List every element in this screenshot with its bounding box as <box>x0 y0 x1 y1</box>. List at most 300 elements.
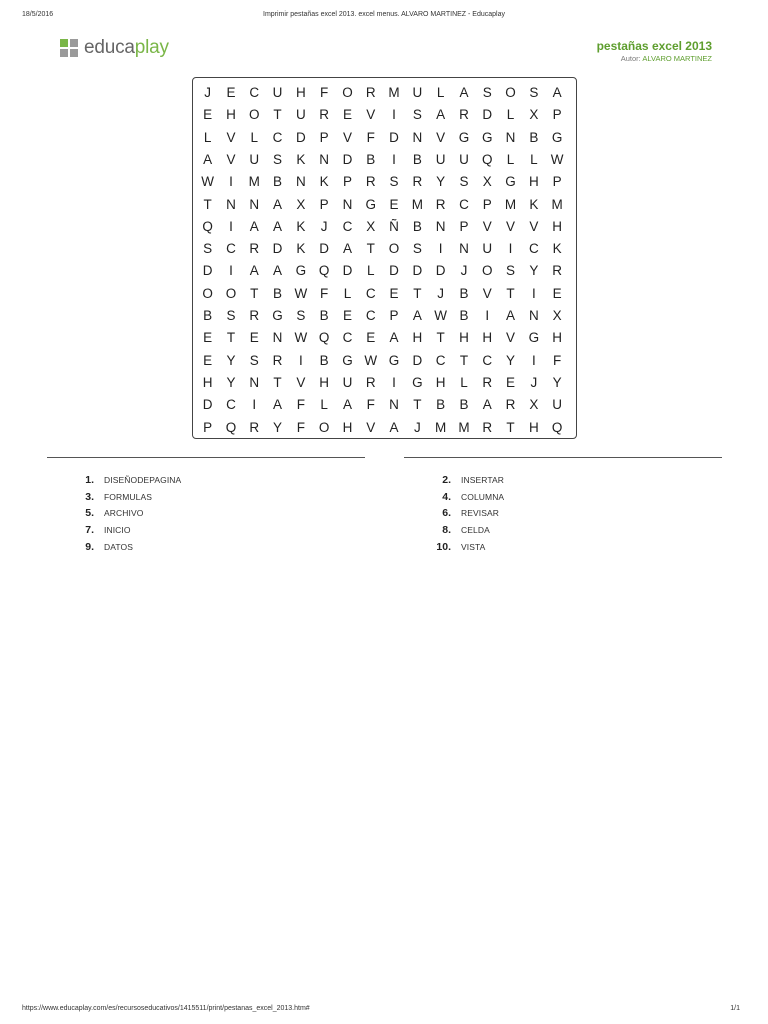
grid-cell[interactable]: G <box>365 196 376 212</box>
grid-cell[interactable]: B <box>273 285 283 301</box>
grid-cell[interactable]: I <box>531 352 536 368</box>
grid-cell[interactable]: H <box>202 374 213 390</box>
grid-cell[interactable]: A <box>273 218 283 234</box>
word-list-item <box>425 507 499 523</box>
word-list-item <box>425 541 485 557</box>
divider-left <box>47 457 365 458</box>
grid-cell[interactable]: N <box>459 241 469 257</box>
grid-cell[interactable]: H <box>482 330 493 346</box>
grid-cell[interactable]: K <box>296 241 306 257</box>
grid-cell[interactable]: L <box>320 397 328 413</box>
grid-cell[interactable]: C <box>435 352 446 368</box>
grid-cell[interactable]: D <box>202 397 213 413</box>
activity-title: pestañas excel 2013 <box>596 39 712 53</box>
grid-cell[interactable]: V <box>226 129 236 145</box>
grid-cell[interactable]: R <box>249 241 260 257</box>
grid-cell[interactable]: A <box>436 107 446 123</box>
grid-cell[interactable]: P <box>552 174 562 190</box>
grid-cell[interactable]: T <box>413 397 422 413</box>
grid-cell[interactable]: M <box>458 419 470 435</box>
grid-cell[interactable]: B <box>412 151 422 167</box>
grid-cell[interactable]: F <box>320 285 329 301</box>
grid-cell[interactable]: S <box>203 241 213 257</box>
grid-cell[interactable]: Q <box>481 151 493 167</box>
grid-cell[interactable]: O <box>318 419 330 435</box>
grid-cell[interactable]: E <box>552 285 562 301</box>
grid-cell[interactable]: N <box>505 129 516 145</box>
word-number: 10. <box>436 540 451 553</box>
word-list-item <box>68 524 131 540</box>
grid-cell[interactable]: I <box>252 397 257 413</box>
grid-cell[interactable]: J <box>320 218 328 234</box>
grid-cell[interactable]: Q <box>225 419 237 435</box>
grid-cell[interactable]: E <box>342 308 352 323</box>
grid-cell[interactable]: B <box>436 397 446 413</box>
grid-cell[interactable]: A <box>389 419 399 435</box>
grid-row <box>193 216 576 238</box>
grid-cell[interactable]: A <box>249 263 259 279</box>
grid-cell[interactable]: U <box>482 241 493 257</box>
grid-cell[interactable]: O <box>342 85 353 100</box>
grid-cell[interactable]: G <box>272 308 283 323</box>
grid-cell[interactable]: Y <box>506 352 516 368</box>
grid-cell[interactable]: D <box>342 151 353 167</box>
grid-cell[interactable]: D <box>295 129 306 145</box>
print-header-date: 18/5/2016 <box>22 11 54 18</box>
grid-cell[interactable]: R <box>249 308 260 323</box>
grid-cell[interactable]: U <box>272 85 283 100</box>
grid-cell[interactable]: T <box>203 196 212 212</box>
grid-cell[interactable]: O <box>202 285 213 301</box>
grid-cell[interactable]: I <box>531 285 536 301</box>
grid-cell[interactable]: K <box>296 218 306 234</box>
grid-cell[interactable]: D <box>389 129 399 145</box>
grid-cell[interactable]: K <box>552 241 562 257</box>
grid-cell[interactable]: M <box>504 196 517 212</box>
grid-cell[interactable]: M <box>551 196 563 212</box>
grid-cell[interactable]: T <box>273 107 282 123</box>
grid-cell[interactable]: X <box>529 397 539 413</box>
grid-cell[interactable]: P <box>389 308 399 323</box>
grid-cell[interactable]: X <box>552 308 562 323</box>
grid-cell[interactable]: W <box>550 151 564 167</box>
word-list-item <box>425 474 504 490</box>
grid-cell[interactable]: C <box>342 218 353 234</box>
grid-cell[interactable]: B <box>273 174 283 190</box>
grid-cell[interactable]: L <box>343 285 352 301</box>
word-number: 9. <box>85 540 94 553</box>
grid-cell[interactable]: E <box>342 107 352 123</box>
grid-cell[interactable]: B <box>203 308 213 323</box>
grid-cell[interactable]: L <box>460 374 468 390</box>
grid-cell[interactable]: S <box>412 241 422 257</box>
word-text: INICIO <box>104 525 131 536</box>
grid-cell[interactable]: G <box>528 330 540 346</box>
grid-cell[interactable]: U <box>342 374 353 390</box>
grid-cell[interactable]: H <box>528 419 539 435</box>
word-text: INSERTAR <box>461 475 504 485</box>
grid-cell[interactable]: N <box>412 129 423 145</box>
grid-cell[interactable]: V <box>529 218 539 234</box>
grid-cell[interactable]: S <box>273 151 283 167</box>
grid-cell[interactable]: H <box>552 218 563 234</box>
grid-cell[interactable]: C <box>365 308 376 323</box>
grid-cell[interactable]: F <box>296 419 305 435</box>
grid-cell[interactable]: R <box>459 107 469 123</box>
grid-cell[interactable]: V <box>436 129 446 145</box>
grid-cell[interactable]: O <box>505 85 516 100</box>
grid-cell[interactable]: X <box>529 107 539 123</box>
grid-cell[interactable]: P <box>342 174 352 190</box>
grid-row <box>193 260 576 282</box>
grid-cell[interactable]: H <box>319 374 330 390</box>
grid-cell[interactable]: Q <box>318 263 330 279</box>
grid-cell[interactable]: C <box>482 352 493 368</box>
grid-row <box>193 194 576 216</box>
grid-cell[interactable]: F <box>320 85 329 100</box>
word-number: 5. <box>85 507 94 520</box>
grid-cell[interactable]: I <box>485 308 490 323</box>
grid-cell[interactable]: R <box>435 196 446 212</box>
grid-cell[interactable]: E <box>366 330 376 346</box>
grid-cell[interactable]: E <box>389 285 399 301</box>
grid-cell[interactable]: P <box>482 196 492 212</box>
grid-cell[interactable]: E <box>226 85 236 100</box>
grid-row <box>193 149 576 171</box>
grid-cell[interactable]: C <box>272 129 283 145</box>
grid-cell[interactable]: N <box>342 196 353 212</box>
grid-cell[interactable]: I <box>392 151 396 167</box>
grid-cell[interactable]: B <box>412 218 422 234</box>
word-text: VISTA <box>461 541 486 552</box>
print-footer-page: 1/1 <box>730 1005 740 1012</box>
grid-cell[interactable]: C <box>342 330 353 346</box>
grid-cell[interactable]: N <box>272 330 283 346</box>
grid-cell[interactable]: N <box>435 218 446 234</box>
grid-row <box>193 372 576 394</box>
grid-cell[interactable]: U <box>552 397 563 413</box>
grid-cell[interactable]: K <box>296 151 306 167</box>
grid-cell[interactable]: L <box>203 129 212 145</box>
grid-cell[interactable]: U <box>295 107 306 123</box>
print-header-title: Imprimir pestañas excel 2013. excel menus. ALVARO MARTINEZ - Educaplay <box>263 11 505 18</box>
grid-cell[interactable]: E <box>203 107 213 123</box>
logo-text-main: educa <box>84 37 135 58</box>
grid-cell[interactable]: E <box>203 352 213 368</box>
grid-cell[interactable]: A <box>552 85 562 100</box>
grid-cell[interactable]: J <box>413 419 421 435</box>
grid-cell[interactable]: H <box>226 107 236 123</box>
grid-cell[interactable]: S <box>482 85 492 100</box>
logo-text-accent: play <box>134 37 169 58</box>
word-search-grid <box>192 77 577 439</box>
grid-cell[interactable]: M <box>435 419 447 435</box>
grid-cell[interactable]: V <box>342 129 352 145</box>
grid-cell[interactable]: U <box>435 151 446 167</box>
grid-cell[interactable]: Ñ <box>389 218 399 234</box>
grid-cell[interactable]: U <box>412 85 423 100</box>
grid-cell[interactable]: O <box>225 285 237 301</box>
grid-cell[interactable]: N <box>389 397 399 413</box>
grid-cell[interactable]: R <box>365 174 376 190</box>
grid-cell[interactable]: R <box>552 263 563 279</box>
grid-cell[interactable]: S <box>249 352 259 368</box>
grid-cell[interactable]: B <box>366 151 376 167</box>
word-number: 7. <box>85 524 94 537</box>
grid-cell[interactable]: V <box>506 218 516 234</box>
grid-cell[interactable]: C <box>226 397 236 413</box>
grid-cell[interactable]: V <box>506 330 516 346</box>
grid-cell[interactable]: L <box>366 263 375 279</box>
grid-cell[interactable]: H <box>295 85 306 100</box>
grid-cell[interactable]: S <box>459 174 469 190</box>
grid-cell[interactable]: W <box>294 330 308 346</box>
grid-cell[interactable]: I <box>392 107 396 123</box>
grid-cell[interactable]: G <box>458 129 470 145</box>
grid-cell[interactable]: E <box>506 374 516 390</box>
grid-cell[interactable]: V <box>482 285 492 301</box>
grid-cell[interactable]: X <box>296 196 306 212</box>
grid-cell[interactable]: I <box>438 241 443 257</box>
grid-cell[interactable]: M <box>388 85 400 100</box>
grid-cell[interactable]: G <box>505 174 516 190</box>
grid-cell[interactable]: I <box>229 263 233 279</box>
grid-cell[interactable]: K <box>529 196 539 212</box>
grid-cell[interactable]: U <box>249 151 260 167</box>
grid-row <box>193 283 576 305</box>
grid-cell[interactable]: G <box>481 129 493 145</box>
grid-cell[interactable]: Q <box>202 218 213 234</box>
grid-cell[interactable]: D <box>482 107 493 123</box>
grid-cell[interactable]: S <box>226 308 236 323</box>
grid-cell[interactable]: D <box>342 263 353 279</box>
grid-cell[interactable]: D <box>435 263 446 279</box>
grid-cell[interactable]: P <box>319 196 329 212</box>
grid-cell[interactable]: I <box>229 174 233 190</box>
grid-cell[interactable]: S <box>529 85 539 100</box>
grid-cell[interactable]: L <box>436 85 445 100</box>
grid-cell[interactable]: G <box>388 352 400 368</box>
grid-cell[interactable]: D <box>412 263 423 279</box>
grid-cell[interactable]: V <box>482 218 492 234</box>
grid-cell[interactable]: A <box>203 151 213 167</box>
grid-cell[interactable]: Y <box>529 263 539 279</box>
grid-cell[interactable]: F <box>553 352 562 368</box>
grid-cell[interactable]: P <box>319 129 329 145</box>
grid-cell[interactable]: S <box>412 107 422 123</box>
grid-cell[interactable]: D <box>319 241 330 257</box>
grid-cell[interactable]: B <box>319 308 329 323</box>
word-number: 3. <box>85 490 94 503</box>
grid-cell[interactable]: N <box>249 374 260 390</box>
grid-cell[interactable]: J <box>460 263 468 279</box>
grid-cell[interactable]: D <box>202 263 213 279</box>
grid-cell[interactable]: N <box>249 196 260 212</box>
grid-cell[interactable]: K <box>319 174 329 190</box>
grid-cell[interactable]: S <box>506 263 516 279</box>
word-text: DATOS <box>104 541 133 552</box>
educaplay-logo[interactable] <box>60 37 169 59</box>
grid-cell[interactable]: B <box>459 285 469 301</box>
grid-cell[interactable]: F <box>296 397 305 413</box>
grid-cell[interactable]: T <box>459 352 469 368</box>
grid-cell[interactable]: A <box>249 218 259 234</box>
grid-cell[interactable]: R <box>365 85 376 100</box>
grid-cell[interactable]: B <box>529 129 539 145</box>
grid-cell[interactable]: A <box>459 85 469 100</box>
grid-cell[interactable]: O <box>481 263 493 279</box>
grid-cell[interactable]: E <box>389 196 399 212</box>
word-number: 8. <box>442 524 451 537</box>
grid-cell[interactable]: W <box>201 174 215 190</box>
grid-cell[interactable]: D <box>389 263 399 279</box>
grid-cell[interactable]: C <box>226 241 236 257</box>
grid-cell[interactable]: R <box>482 419 493 435</box>
grid-cell[interactable]: R <box>365 374 376 390</box>
grid-cell[interactable]: H <box>528 174 539 190</box>
grid-cell[interactable]: S <box>389 174 399 190</box>
grid-cell[interactable]: N <box>528 308 539 323</box>
grid-row <box>193 394 576 416</box>
grid-cell[interactable]: T <box>366 241 375 257</box>
grid-cell[interactable]: U <box>459 151 469 167</box>
grid-cell[interactable]: V <box>366 419 376 435</box>
grid-cell[interactable]: R <box>412 174 423 190</box>
grid-cell[interactable]: A <box>389 330 399 346</box>
grid-cell[interactable]: A <box>412 308 422 323</box>
grid-cell[interactable]: L <box>250 129 258 145</box>
grid-cell[interactable]: Y <box>436 174 446 190</box>
grid-cell[interactable]: W <box>294 285 308 301</box>
word-text: COLUMNA <box>461 491 505 502</box>
grid-cell[interactable]: Y <box>226 352 236 368</box>
grid-cell[interactable]: A <box>342 397 352 413</box>
word-text: CELDA <box>461 525 490 536</box>
grid-cell[interactable]: T <box>506 419 515 435</box>
grid-cell[interactable]: G <box>412 374 423 390</box>
grid-cell[interactable]: I <box>298 352 303 368</box>
grid-cell[interactable]: J <box>530 374 538 390</box>
grid-cell[interactable]: H <box>552 330 563 346</box>
word-list-item <box>68 491 152 507</box>
grid-cell[interactable]: F <box>366 129 375 145</box>
grid-cell[interactable]: G <box>551 129 563 145</box>
grid-cell[interactable]: A <box>482 397 492 413</box>
grid-cell[interactable]: H <box>412 330 423 346</box>
print-footer-url: https://www.educaplay.com/es/recursoseducativos/1415511/print/pestanas_excel_2013.htm# <box>22 1005 310 1012</box>
grid-cell[interactable]: F <box>366 397 375 413</box>
grid-cell[interactable]: D <box>412 352 423 368</box>
grid-row <box>193 417 576 439</box>
grid-cell[interactable]: J <box>204 85 212 100</box>
grid-cell[interactable]: R <box>272 352 283 368</box>
grid-cell[interactable]: R <box>319 107 330 123</box>
grid-row <box>193 171 576 193</box>
grid-cell[interactable]: H <box>435 374 446 390</box>
grid-cell[interactable]: A <box>342 241 352 257</box>
grid-cell[interactable]: P <box>203 419 213 435</box>
grid-cell[interactable]: J <box>437 285 445 301</box>
grid-cell[interactable]: A <box>506 308 516 323</box>
grid-cell[interactable]: B <box>459 397 469 413</box>
word-list-item <box>68 541 133 557</box>
grid-cell[interactable]: C <box>249 85 260 100</box>
grid-cell[interactable]: X <box>366 218 376 234</box>
grid-cell[interactable]: B <box>459 308 469 323</box>
grid-cell[interactable]: V <box>296 374 306 390</box>
grid-cell[interactable]: P <box>459 218 469 234</box>
grid-cell[interactable]: M <box>248 174 260 190</box>
grid-cell[interactable]: G <box>295 263 307 279</box>
grid-cell[interactable]: I <box>229 218 233 234</box>
grid-cell[interactable]: T <box>506 285 515 301</box>
grid-cell[interactable]: X <box>482 174 492 190</box>
grid-cell[interactable]: C <box>459 196 469 212</box>
grid-cell[interactable]: W <box>364 352 378 368</box>
grid-cell[interactable]: T <box>436 330 445 346</box>
grid-cell[interactable]: V <box>366 107 376 123</box>
grid-cell[interactable]: T <box>250 285 259 301</box>
grid-cell[interactable]: A <box>273 397 283 413</box>
grid-cell[interactable]: R <box>249 419 260 435</box>
grid-cell[interactable]: I <box>508 241 513 257</box>
grid-cell[interactable]: Y <box>552 374 562 390</box>
grid-cell[interactable]: A <box>273 263 283 279</box>
grid-cell[interactable]: Q <box>318 330 330 346</box>
word-list-item <box>425 524 490 540</box>
grid-cell[interactable]: Y <box>226 374 236 390</box>
grid-cell[interactable]: R <box>505 397 516 413</box>
grid-row <box>193 127 576 149</box>
grid-cell[interactable]: H <box>342 419 353 435</box>
grid-cell[interactable]: E <box>203 330 213 346</box>
grid-cell[interactable]: G <box>342 352 353 368</box>
word-number: 6. <box>442 507 451 520</box>
grid-cell[interactable]: L <box>530 151 538 167</box>
grid-cell[interactable]: S <box>296 308 306 323</box>
grid-cell[interactable]: B <box>319 352 329 368</box>
grid-cell[interactable]: O <box>248 107 260 123</box>
grid-cell[interactable]: M <box>411 196 423 212</box>
grid-cell[interactable]: V <box>226 151 236 167</box>
grid-cell[interactable]: L <box>506 107 515 123</box>
grid-cell[interactable]: O <box>388 241 400 257</box>
grid-cell[interactable]: I <box>392 374 396 390</box>
grid-cell[interactable]: H <box>459 330 469 346</box>
grid-cell[interactable]: Q <box>551 419 563 435</box>
grid-row <box>193 238 576 260</box>
grid-cell[interactable]: T <box>226 330 236 346</box>
grid-cell[interactable]: E <box>249 330 259 346</box>
grid-cell[interactable]: N <box>295 174 306 190</box>
grid-cell[interactable]: D <box>272 241 283 257</box>
grid-cell[interactable]: A <box>273 196 283 212</box>
grid-cell[interactable]: L <box>506 151 515 167</box>
grid-cell[interactable]: C <box>365 285 376 301</box>
grid-cell[interactable]: R <box>482 374 493 390</box>
grid-cell[interactable]: T <box>413 285 422 301</box>
grid-cell[interactable]: T <box>273 374 282 390</box>
grid-cell[interactable]: C <box>528 241 539 257</box>
grid-row <box>193 82 576 104</box>
word-list-item <box>68 474 181 490</box>
grid-cell[interactable]: N <box>319 151 330 167</box>
grid-cell[interactable]: W <box>434 308 448 323</box>
grid-cell[interactable]: P <box>552 107 562 123</box>
grid-row <box>193 305 576 327</box>
grid-cell[interactable]: Y <box>273 419 283 435</box>
grid-cell[interactable]: N <box>226 196 236 212</box>
